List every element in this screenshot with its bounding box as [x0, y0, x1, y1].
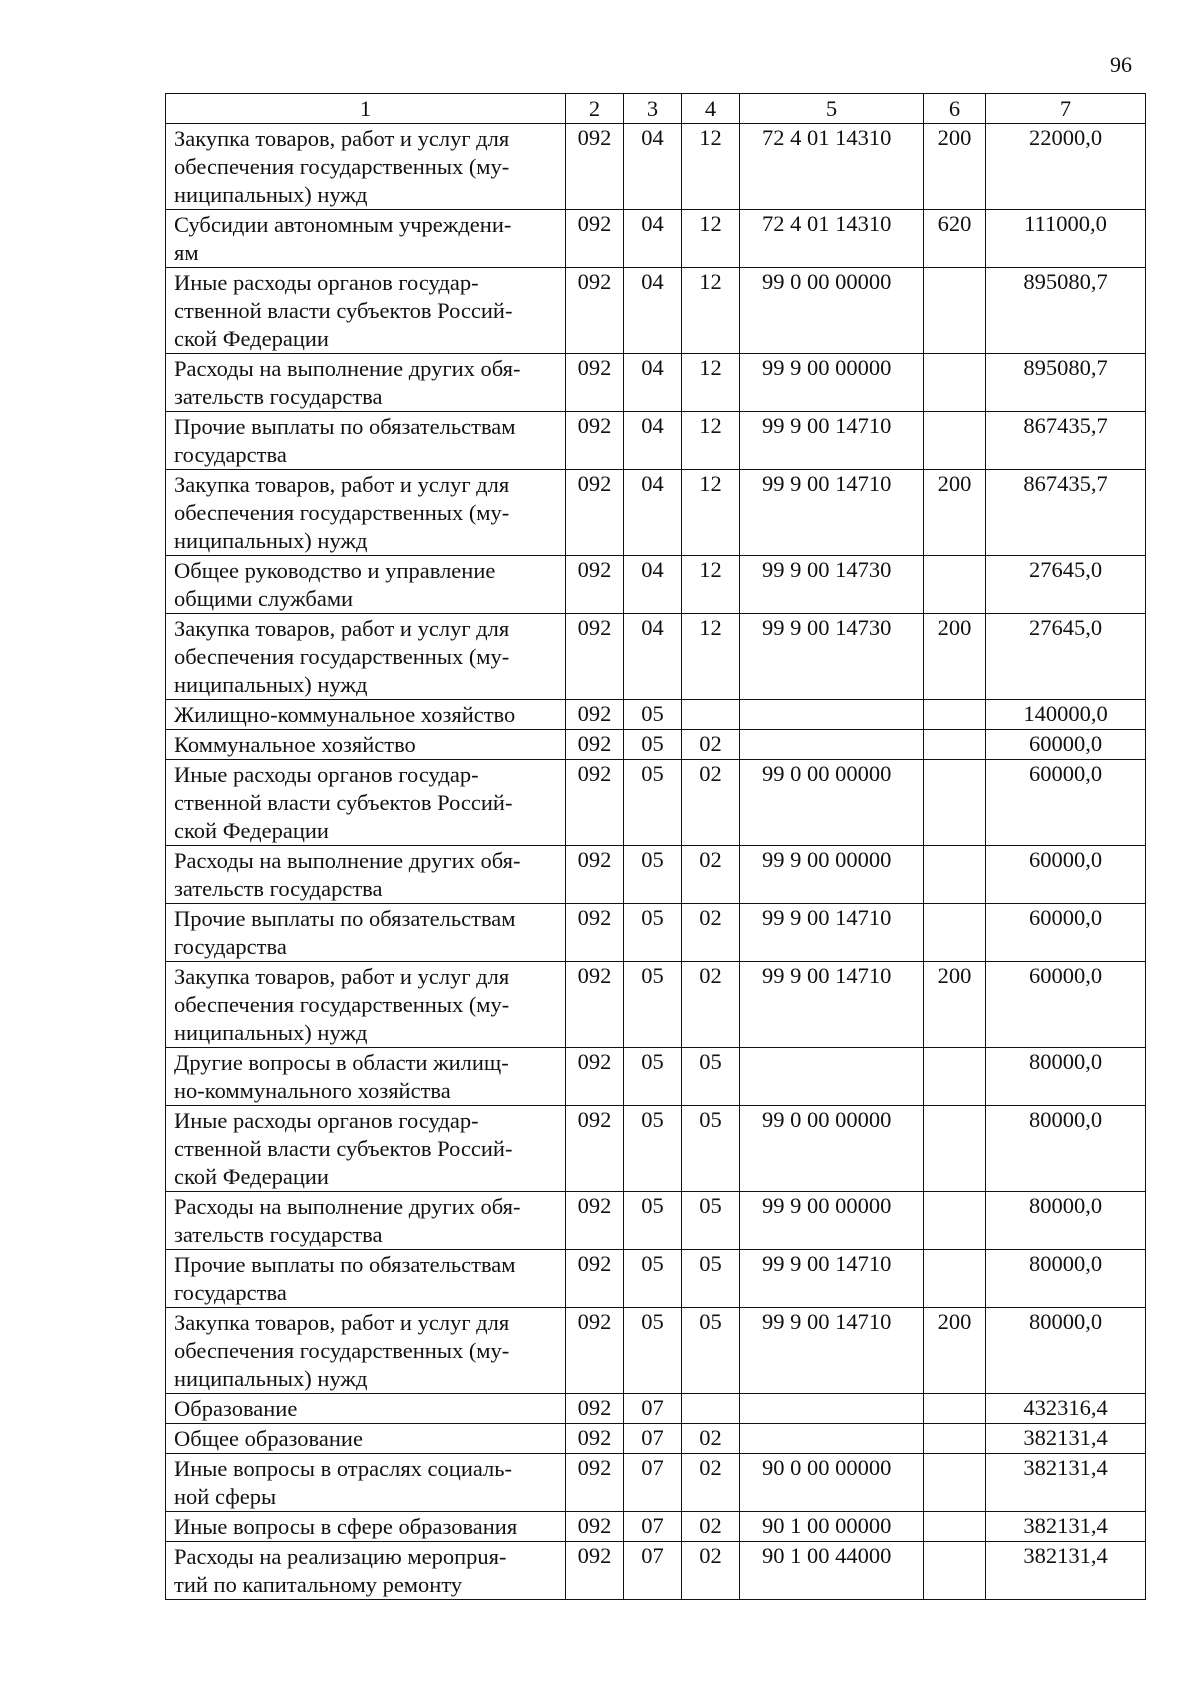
section-code-cell: 07 [624, 1542, 682, 1600]
expense-type-cell [924, 412, 986, 470]
item-name-cell [166, 1542, 566, 1600]
item-name-line: Иные вопросы в сфере образования [174, 1514, 518, 1539]
item-name-line: ственной власти субъектов Россий- [174, 298, 513, 323]
amount-cell: 27645,0 [986, 614, 1146, 700]
section-code-cell: 04 [624, 210, 682, 268]
target-article-cell: 99 0 00 00000 [740, 1106, 924, 1192]
table-row [166, 412, 1146, 470]
expense-type-cell: 200 [924, 470, 986, 556]
item-name-line: ниципальных) нужд [174, 1020, 368, 1045]
expense-type-cell [924, 556, 986, 614]
ministry-code-cell: 092 [566, 1512, 624, 1542]
table-row [166, 556, 1146, 614]
subsection-code-cell: 02 [682, 1542, 740, 1600]
item-name-line: Субсидии автономным учреждени- [174, 212, 512, 237]
section-code-cell: 05 [624, 846, 682, 904]
item-name-cell [166, 470, 566, 556]
section-code-cell: 04 [624, 268, 682, 354]
item-name-cell [166, 210, 566, 268]
subsection-code-cell: 02 [682, 1424, 740, 1454]
item-name-cell [166, 730, 566, 760]
target-article-cell [740, 730, 924, 760]
item-name-line: ской Федерации [174, 326, 329, 351]
page-number: 96 [1110, 52, 1132, 77]
item-name-line: государства [174, 1280, 287, 1305]
amount-cell: 60000,0 [986, 760, 1146, 846]
header-cell: 7 [986, 94, 1146, 124]
expense-type-cell [924, 1192, 986, 1250]
item-name-cell [166, 846, 566, 904]
ministry-code-cell: 092 [566, 354, 624, 412]
item-name-line: обеспечения государственных (му- [174, 154, 510, 179]
item-name-cell [166, 1308, 566, 1394]
subsection-code-cell: 05 [682, 1308, 740, 1394]
item-name-cell [166, 1394, 566, 1424]
amount-cell: 60000,0 [986, 846, 1146, 904]
section-code-cell: 04 [624, 354, 682, 412]
section-code-cell: 07 [624, 1454, 682, 1512]
ministry-code-cell: 092 [566, 1106, 624, 1192]
amount-cell: 60000,0 [986, 730, 1146, 760]
target-article-cell: 99 9 00 14710 [740, 1308, 924, 1394]
section-code-cell: 05 [624, 1192, 682, 1250]
table-row [166, 210, 1146, 268]
amount-cell: 867435,7 [986, 470, 1146, 556]
item-name-line: ниципальных) нужд [174, 1366, 368, 1391]
ministry-code-cell: 092 [566, 614, 624, 700]
section-code-cell: 05 [624, 1106, 682, 1192]
item-name-cell [166, 124, 566, 210]
target-article-cell: 99 9 00 14730 [740, 556, 924, 614]
item-name-cell [166, 1192, 566, 1250]
item-name-line: зательств государства [174, 1222, 383, 1247]
item-name-line: Закупка товаров, работ и услуг для [174, 126, 510, 151]
section-code-cell: 05 [624, 730, 682, 760]
section-code-cell: 04 [624, 614, 682, 700]
subsection-code-cell: 12 [682, 470, 740, 556]
subsection-code-cell: 02 [682, 730, 740, 760]
amount-cell: 80000,0 [986, 1308, 1146, 1394]
item-name-line: зательств государства [174, 384, 383, 409]
section-code-cell: 05 [624, 700, 682, 730]
budget-table [165, 93, 1146, 1600]
subsection-code-cell [682, 700, 740, 730]
item-name-line: ям [174, 240, 199, 265]
item-name-line: Общее образование [174, 1426, 363, 1451]
item-name-line: Расходы на выполнение других обя- [174, 1194, 521, 1219]
table-row [166, 124, 1146, 210]
expense-type-cell [924, 1394, 986, 1424]
target-article-cell: 72 4 01 14310 [740, 124, 924, 210]
table-row [166, 470, 1146, 556]
section-code-cell: 05 [624, 760, 682, 846]
ministry-code-cell: 092 [566, 846, 624, 904]
target-article-cell: 99 9 00 00000 [740, 354, 924, 412]
table-row [166, 1048, 1146, 1106]
amount-cell: 382131,4 [986, 1424, 1146, 1454]
section-code-cell: 05 [624, 904, 682, 962]
item-name-line: Общее руководство и управление [174, 558, 496, 583]
section-code-cell: 07 [624, 1424, 682, 1454]
section-code-cell: 07 [624, 1394, 682, 1424]
target-article-cell [740, 1048, 924, 1106]
amount-cell: 22000,0 [986, 124, 1146, 210]
item-name-line: обеспечения государственных (му- [174, 644, 510, 669]
item-name-line: общими службами [174, 586, 354, 611]
table-row [166, 760, 1146, 846]
ministry-code-cell: 092 [566, 904, 624, 962]
expense-type-cell: 620 [924, 210, 986, 268]
table-row [166, 1542, 1146, 1600]
expense-type-cell [924, 1542, 986, 1600]
item-name-cell [166, 1454, 566, 1512]
subsection-code-cell: 05 [682, 1048, 740, 1106]
item-name-cell [166, 1512, 566, 1542]
ministry-code-cell: 092 [566, 124, 624, 210]
amount-cell: 140000,0 [986, 700, 1146, 730]
item-name-cell [166, 962, 566, 1048]
item-name-line: Расходы на выполнение других обя- [174, 848, 521, 873]
subsection-code-cell: 02 [682, 962, 740, 1048]
subsection-code-cell: 12 [682, 268, 740, 354]
item-name-line: государства [174, 442, 287, 467]
amount-cell: 60000,0 [986, 962, 1146, 1048]
subsection-code-cell: 02 [682, 846, 740, 904]
subsection-code-cell: 12 [682, 354, 740, 412]
table-row [166, 700, 1146, 730]
table-row [166, 1424, 1146, 1454]
subsection-code-cell: 05 [682, 1106, 740, 1192]
subsection-code-cell [682, 1394, 740, 1424]
section-code-cell: 05 [624, 962, 682, 1048]
target-article-cell: 72 4 01 14310 [740, 210, 924, 268]
item-name-line: обеспечения государственных (му- [174, 500, 510, 525]
table-row [166, 846, 1146, 904]
item-name-line: обеспечения государственных (му- [174, 992, 510, 1017]
item-name-line: ственной власти субъектов Россий- [174, 790, 513, 815]
ministry-code-cell: 092 [566, 1542, 624, 1600]
item-name-line: но-коммунального хозяйства [174, 1078, 451, 1103]
table-row [166, 1512, 1146, 1542]
amount-cell: 895080,7 [986, 354, 1146, 412]
item-name-line: Закупка товаров, работ и услуг для [174, 1310, 510, 1335]
amount-cell: 80000,0 [986, 1048, 1146, 1106]
expense-type-cell: 200 [924, 124, 986, 210]
item-name-line: ниципальных) нужд [174, 182, 368, 207]
table-row [166, 1192, 1146, 1250]
item-name-cell [166, 412, 566, 470]
target-article-cell: 90 1 00 44000 [740, 1542, 924, 1600]
table-row [166, 962, 1146, 1048]
amount-cell: 80000,0 [986, 1106, 1146, 1192]
subsection-code-cell: 12 [682, 614, 740, 700]
target-article-cell: 99 9 00 14710 [740, 412, 924, 470]
ministry-code-cell: 092 [566, 730, 624, 760]
table-row [166, 1454, 1146, 1512]
target-article-cell: 99 9 00 14710 [740, 470, 924, 556]
target-article-cell: 90 1 00 00000 [740, 1512, 924, 1542]
section-code-cell: 04 [624, 470, 682, 556]
item-name-line: Расходы на реализацию меропрuя- [174, 1544, 507, 1569]
target-article-cell: 90 0 00 00000 [740, 1454, 924, 1512]
expense-type-cell [924, 1106, 986, 1192]
subsection-code-cell: 02 [682, 760, 740, 846]
subsection-code-cell: 12 [682, 556, 740, 614]
item-name-cell [166, 1250, 566, 1308]
expense-type-cell: 200 [924, 614, 986, 700]
amount-cell: 432316,4 [986, 1394, 1146, 1424]
item-name-line: Расходы на выполнение других обя- [174, 356, 521, 381]
header-cell: 5 [740, 94, 924, 124]
section-code-cell: 05 [624, 1048, 682, 1106]
item-name-line: Прочие выплаты по обязательствам [174, 906, 516, 931]
target-article-cell: 99 9 00 14710 [740, 962, 924, 1048]
item-name-line: ственной власти субъектов Россий- [174, 1136, 513, 1161]
ministry-code-cell: 092 [566, 1192, 624, 1250]
header-row [166, 94, 1146, 124]
amount-cell: 80000,0 [986, 1192, 1146, 1250]
item-name-line: ской Федерации [174, 818, 329, 843]
expense-type-cell [924, 1512, 986, 1542]
section-code-cell: 05 [624, 1250, 682, 1308]
target-article-cell [740, 1424, 924, 1454]
item-name-line: Образование [174, 1396, 298, 1421]
item-name-line: ниципальных) нужд [174, 672, 368, 697]
item-name-line: Жилищно-коммунальное хозяйство [174, 702, 516, 727]
ministry-code-cell: 092 [566, 556, 624, 614]
table-row [166, 1308, 1146, 1394]
header-cell: 6 [924, 94, 986, 124]
item-name-cell [166, 268, 566, 354]
section-code-cell: 04 [624, 412, 682, 470]
item-name-cell [166, 1106, 566, 1192]
item-name-line: государства [174, 934, 287, 959]
item-name-line: тий по капитальному ремонту [174, 1572, 463, 1597]
table-row [166, 730, 1146, 760]
item-name-line: Иные расходы органов государ- [174, 270, 479, 295]
expense-type-cell [924, 1250, 986, 1308]
ministry-code-cell: 092 [566, 1454, 624, 1512]
item-name-cell [166, 614, 566, 700]
item-name-line: Закупка товаров, работ и услуг для [174, 616, 510, 641]
amount-cell: 60000,0 [986, 904, 1146, 962]
item-name-line: ской Федерации [174, 1164, 329, 1189]
item-name-line: Прочие выплаты по обязательствам [174, 414, 516, 439]
target-article-cell: 99 9 00 00000 [740, 1192, 924, 1250]
amount-cell: 895080,7 [986, 268, 1146, 354]
section-code-cell: 04 [624, 556, 682, 614]
subsection-code-cell: 12 [682, 210, 740, 268]
ministry-code-cell: 092 [566, 470, 624, 556]
ministry-code-cell: 092 [566, 760, 624, 846]
expense-type-cell [924, 1454, 986, 1512]
ministry-code-cell: 092 [566, 1308, 624, 1394]
expense-type-cell [924, 1424, 986, 1454]
ministry-code-cell: 092 [566, 1394, 624, 1424]
item-name-line: Иные вопросы в отраслях социаль- [174, 1456, 513, 1481]
table-row [166, 1394, 1146, 1424]
subsection-code-cell: 05 [682, 1192, 740, 1250]
target-article-cell [740, 700, 924, 730]
subsection-code-cell: 12 [682, 412, 740, 470]
table-row [166, 1106, 1146, 1192]
ministry-code-cell: 092 [566, 962, 624, 1048]
item-name-line: Другие вопросы в области жилищ- [174, 1050, 509, 1075]
amount-cell: 382131,4 [986, 1454, 1146, 1512]
table-row [166, 354, 1146, 412]
amount-cell: 111000,0 [986, 210, 1146, 268]
item-name-line: Иные расходы органов государ- [174, 762, 479, 787]
table-row [166, 1250, 1146, 1308]
subsection-code-cell: 02 [682, 904, 740, 962]
item-name-cell [166, 700, 566, 730]
amount-cell: 382131,4 [986, 1542, 1146, 1600]
amount-cell: 382131,4 [986, 1512, 1146, 1542]
target-article-cell: 99 9 00 14730 [740, 614, 924, 700]
target-article-cell: 99 0 00 00000 [740, 268, 924, 354]
expense-type-cell [924, 1048, 986, 1106]
expense-type-cell: 200 [924, 1308, 986, 1394]
ministry-code-cell: 092 [566, 412, 624, 470]
item-name-line: Закупка товаров, работ и услуг для [174, 964, 510, 989]
ministry-code-cell: 092 [566, 1048, 624, 1106]
item-name-line: Коммунальное хозяйство [174, 732, 416, 757]
header-cell: 3 [624, 94, 682, 124]
expense-type-cell [924, 730, 986, 760]
target-article-cell: 99 9 00 14710 [740, 1250, 924, 1308]
item-name-cell [166, 904, 566, 962]
item-name-line: Закупка товаров, работ и услуг для [174, 472, 510, 497]
target-article-cell [740, 1394, 924, 1424]
ministry-code-cell: 092 [566, 700, 624, 730]
section-code-cell: 05 [624, 1308, 682, 1394]
item-name-line: Прочие выплаты по обязательствам [174, 1252, 516, 1277]
expense-type-cell [924, 354, 986, 412]
expense-type-cell [924, 904, 986, 962]
item-name-cell [166, 354, 566, 412]
table-row [166, 614, 1146, 700]
target-article-cell: 99 0 00 00000 [740, 760, 924, 846]
subsection-code-cell: 02 [682, 1512, 740, 1542]
target-article-cell: 99 9 00 14710 [740, 904, 924, 962]
amount-cell: 80000,0 [986, 1250, 1146, 1308]
expense-type-cell [924, 700, 986, 730]
table-row [166, 268, 1146, 354]
expense-type-cell [924, 268, 986, 354]
item-name-line: Иные расходы органов государ- [174, 1108, 479, 1133]
item-name-cell [166, 1424, 566, 1454]
target-article-cell: 99 9 00 00000 [740, 846, 924, 904]
expense-type-cell [924, 846, 986, 904]
expense-type-cell: 200 [924, 962, 986, 1048]
header-cell: 2 [566, 94, 624, 124]
section-code-cell: 07 [624, 1512, 682, 1542]
section-code-cell: 04 [624, 124, 682, 210]
ministry-code-cell: 092 [566, 210, 624, 268]
item-name-line: зательств государства [174, 876, 383, 901]
item-name-cell [166, 556, 566, 614]
subsection-code-cell: 02 [682, 1454, 740, 1512]
amount-cell: 867435,7 [986, 412, 1146, 470]
item-name-line: ной сферы [174, 1484, 277, 1509]
item-name-line: ниципальных) нужд [174, 528, 368, 553]
header-cell: 4 [682, 94, 740, 124]
subsection-code-cell: 12 [682, 124, 740, 210]
item-name-line: обеспечения государственных (му- [174, 1338, 510, 1363]
table-row [166, 904, 1146, 962]
item-name-cell [166, 1048, 566, 1106]
ministry-code-cell: 092 [566, 1424, 624, 1454]
subsection-code-cell: 05 [682, 1250, 740, 1308]
expense-type-cell [924, 760, 986, 846]
ministry-code-cell: 092 [566, 268, 624, 354]
amount-cell: 27645,0 [986, 556, 1146, 614]
ministry-code-cell: 092 [566, 1250, 624, 1308]
item-name-cell [166, 760, 566, 846]
header-cell: 1 [166, 94, 566, 124]
